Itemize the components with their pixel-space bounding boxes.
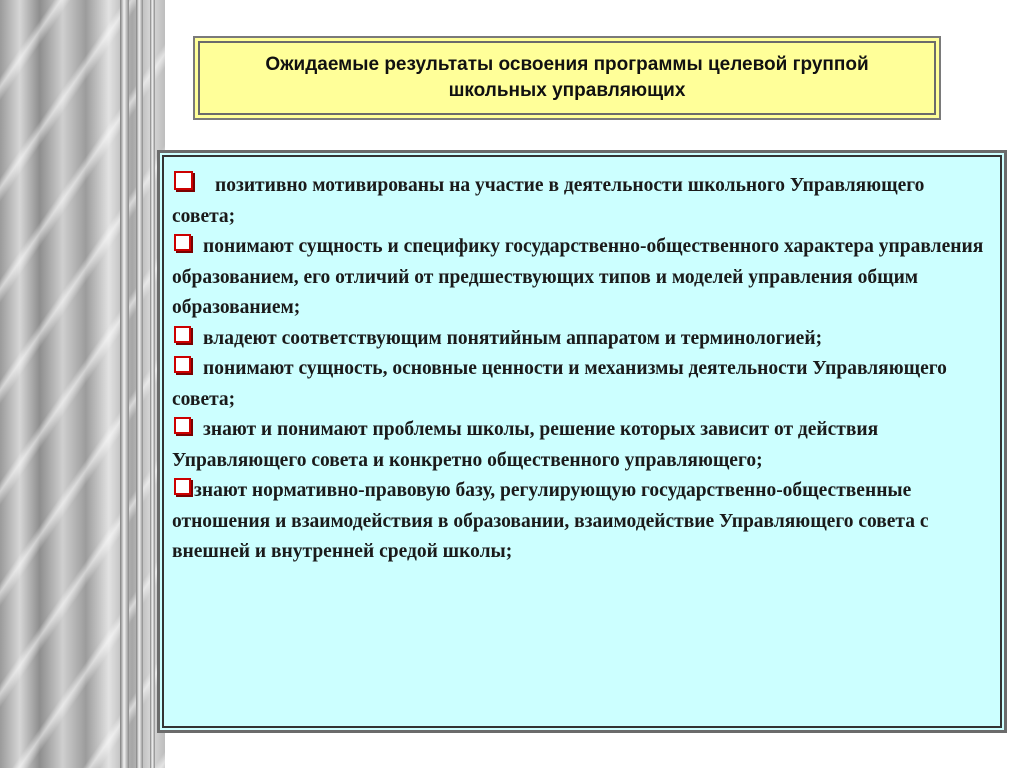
decorative-rod — [136, 0, 143, 768]
slide-title: Ожидаемые результаты освоения программы целевой группой школьных управляющих — [265, 54, 869, 101]
decorative-rod — [120, 0, 129, 768]
content-box — [157, 150, 1007, 733]
bullet-list — [172, 171, 990, 568]
list-item-text: понимают сущность и специфику государственно-общественного характера управления образованием, его отличий от предшествующих типов и моделей управления общим образованием; — [172, 236, 984, 318]
list-item — [172, 324, 990, 355]
list-item-text: знают нормативно-правовую базу, регулирующую государственно-общественные отношения и взаимодействия в образовании, взаимодействие Управляющего совета с внешней и внутренней средой школы; — [172, 480, 929, 562]
list-item-text: понимают сущность, основные ценности и механизмы деятельности Управляющего совета; — [172, 358, 947, 410]
checkbox-bullet-icon — [174, 326, 191, 343]
list-item — [172, 232, 990, 324]
list-item-text: знают и понимают проблемы школы, решение которых зависит от действия Управляющего совета и конкретно общественного управляющего; — [172, 419, 879, 471]
list-item-text: позитивно мотивированы на участие в деятельности школьного Управляющего совета; — [172, 175, 925, 227]
decorative-left-strip — [0, 0, 165, 768]
checkbox-bullet-icon — [174, 356, 191, 373]
title-box — [193, 36, 941, 120]
list-item — [172, 415, 990, 476]
decorative-rod — [150, 0, 155, 768]
list-item — [172, 354, 990, 415]
list-item — [172, 171, 990, 232]
checkbox-bullet-icon — [174, 478, 191, 495]
checkbox-bullet-icon — [174, 171, 193, 190]
list-item — [172, 476, 990, 568]
checkbox-bullet-icon — [174, 234, 191, 251]
checkbox-bullet-icon — [174, 417, 191, 434]
list-item-text: владеют соответствующим понятийным аппаратом и терминологией; — [203, 327, 823, 349]
